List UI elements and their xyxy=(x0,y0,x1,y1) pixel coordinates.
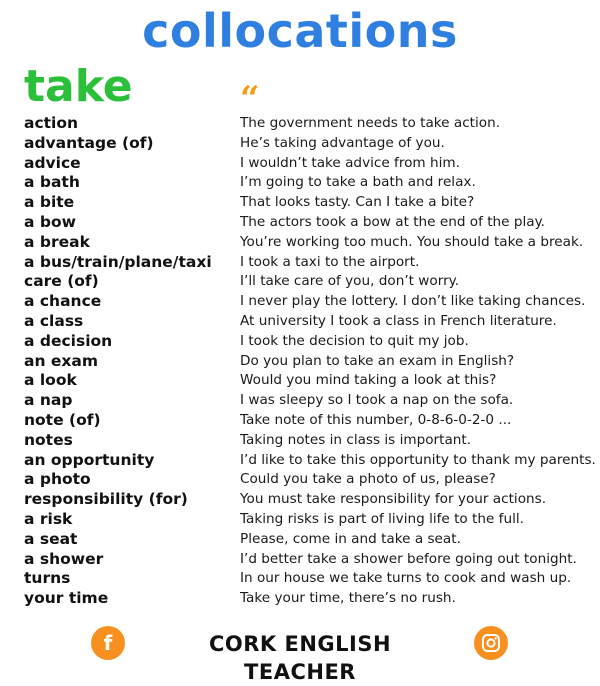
collocation-row xyxy=(24,212,594,232)
collocation-phrase: your time xyxy=(24,589,109,608)
collocation-list xyxy=(24,113,594,608)
collocation-example: I took the decision to quit my job. xyxy=(240,332,469,349)
collocation-phrase: a break xyxy=(24,232,90,251)
collocation-example: The government needs to take action. xyxy=(240,115,501,131)
collocation-phrase: advice xyxy=(24,153,81,172)
collocation-example: I’ll take care of you, don’t worry. xyxy=(240,273,460,290)
collocation-phrase: a bath xyxy=(24,173,80,192)
collocation-example: I wouldn’t take advice from him. xyxy=(240,154,460,171)
collocation-phrase: action xyxy=(24,114,79,132)
collocation-example: I took a taxi to the airport. xyxy=(240,253,420,270)
collocation-example: Please, come in and take a seat. xyxy=(240,530,461,547)
collocation-phrase: a chance xyxy=(24,292,102,311)
verb-heading: take xyxy=(24,61,133,112)
collocation-phrase: a nap xyxy=(24,391,73,410)
collocation-phrase: a class xyxy=(24,311,84,330)
collocation-example: At university I took a class in French literature. xyxy=(240,312,557,329)
collocation-phrase: a seat xyxy=(24,529,78,548)
collocation-phrase: a bus/train/plane/taxi xyxy=(24,252,212,271)
collocation-row xyxy=(24,450,594,470)
collocation-row xyxy=(24,588,594,608)
collocation-row xyxy=(24,172,594,192)
brand-name: CORK ENGLISH TEACHER xyxy=(208,632,392,684)
collocation-phrase: a photo xyxy=(24,470,91,489)
collocation-example: That looks tasty. Can I take a bite? xyxy=(240,194,475,211)
facebook-letter: f xyxy=(103,631,113,655)
collocation-row xyxy=(24,331,594,351)
collocation-example: He’s taking advantage of you. xyxy=(240,134,445,151)
collocation-example: The actors took a bow at the end of the play. xyxy=(240,213,545,230)
collocation-phrase: a bow xyxy=(24,212,76,231)
collocation-row xyxy=(24,430,594,450)
collocation-example: You must take responsibility for your actions. xyxy=(240,491,547,508)
collocation-example: Taking risks is part of living life to the full. xyxy=(240,510,524,527)
footer xyxy=(0,622,600,684)
collocation-row xyxy=(24,232,594,252)
collocation-row xyxy=(24,192,594,212)
collocation-example: I’d better take a shower before going out tonight. xyxy=(240,550,577,567)
collocation-example: Do you plan to take an exam in English? xyxy=(240,352,515,369)
collocation-phrase: a decision xyxy=(24,331,113,350)
collocation-row xyxy=(24,568,594,588)
collocation-row xyxy=(24,469,594,489)
collocation-phrase: care (of) xyxy=(24,272,99,291)
collocation-phrase: note (of) xyxy=(24,410,101,429)
collocation-phrase: an opportunity xyxy=(24,450,155,469)
collocation-row xyxy=(24,271,594,291)
collocation-row xyxy=(24,252,594,272)
collocation-row xyxy=(24,509,594,529)
facebook-icon[interactable] xyxy=(91,626,125,660)
collocation-row xyxy=(24,113,594,133)
collocation-row xyxy=(24,291,594,311)
collocation-example: I’d like to take this opportunity to thank my parents. xyxy=(240,451,596,468)
collocation-row xyxy=(24,133,594,153)
collocation-row xyxy=(24,153,594,173)
collocation-example: Take your time, there’s no rush. xyxy=(240,590,456,607)
collocation-example: I was sleepy so I took a nap on the sofa. xyxy=(240,392,514,409)
collocation-phrase: a bite xyxy=(24,193,75,212)
collocation-phrase: a risk xyxy=(24,509,73,528)
collocation-phrase: a look xyxy=(24,371,77,390)
quote-mark-icon: “ xyxy=(240,79,260,119)
collocation-example: Take note of this number, 0-8-6-0-2-0 ... xyxy=(240,411,512,428)
collocation-example: Would you mind taking a look at this? xyxy=(240,372,497,389)
collocation-row xyxy=(24,311,594,331)
collocation-example: Taking notes in class is important. xyxy=(240,431,472,448)
collocation-row xyxy=(24,370,594,390)
collocation-row xyxy=(24,390,594,410)
collocation-row xyxy=(24,529,594,549)
collocation-phrase: advantage (of) xyxy=(24,133,154,152)
collocation-phrase: an exam xyxy=(24,351,99,370)
instagram-icon[interactable] xyxy=(474,626,508,660)
collocation-phrase: a shower xyxy=(24,549,104,568)
collocation-row xyxy=(24,489,594,509)
collocation-example: Could you take a photo of us, please? xyxy=(240,471,496,488)
page-title: collocations xyxy=(142,4,458,58)
collocation-row xyxy=(24,351,594,371)
collocation-phrase: turns xyxy=(24,569,71,588)
collocation-example: I’m going to take a bath and relax. xyxy=(240,174,476,191)
collocation-example: I never play the lottery. I don’t like taking chances. xyxy=(240,293,586,310)
collocation-example: You’re working too much. You should take a break. xyxy=(240,233,584,250)
collocation-row xyxy=(24,410,594,430)
collocation-phrase: notes xyxy=(24,430,73,449)
instagram-glyph xyxy=(481,633,501,653)
collocation-row xyxy=(24,549,594,569)
collocation-example: In our house we take turns to cook and wash up. xyxy=(240,570,572,587)
collocation-phrase: responsibility (for) xyxy=(24,490,188,509)
